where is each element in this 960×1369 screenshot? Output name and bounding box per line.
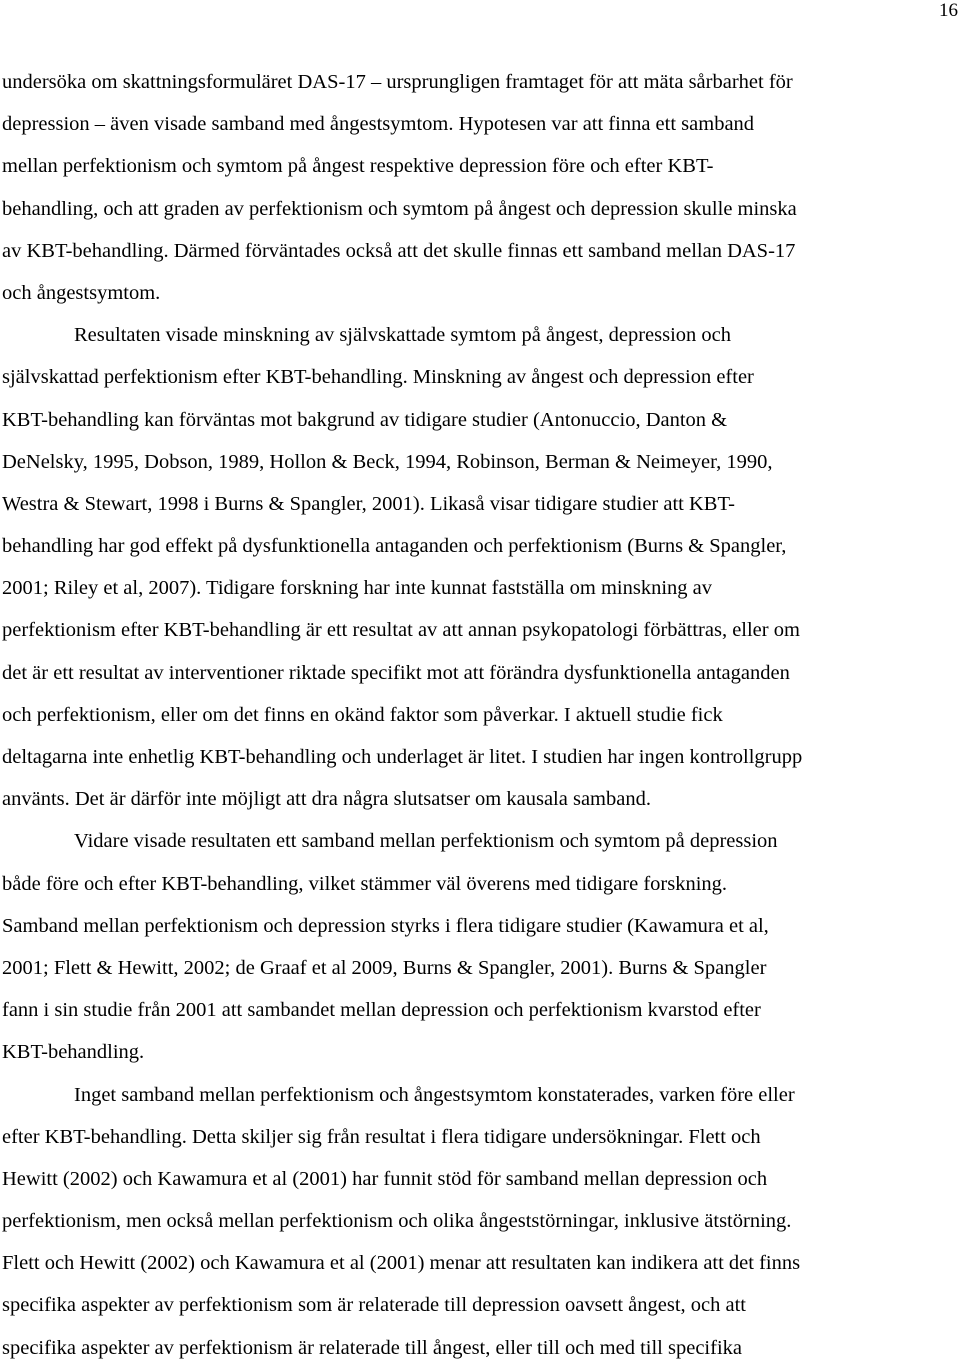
text-line: perfektionism, men också mellan perfektionism och olika ångeststörningar, inklusive ätstörning. [2,1210,792,1233]
text-line: det är ett resultat av interventioner riktade specifikt mot att förändra dysfunktionella antaganden [2,661,790,684]
text-line: och perfektionism, eller om det finns en okänd faktor som påverkar. I aktuell studie fick [2,703,723,726]
body-text [2,61,958,1369]
text-line: Inget samband mellan perfektionism och ångestsymtom konstaterades, varken före eller [74,1083,795,1106]
text-line: fann i sin studie från 2001 att sambandet mellan depression och perfektionism kvarstod efter [2,999,761,1022]
text-line: behandling, och att graden av perfektionism och symtom på ångest och depression skulle minska [2,197,797,220]
text-line: deltagarna inte enhetlig KBT-behandling och underlaget är litet. I studien har ingen kontrollgrupp [2,746,803,768]
text-line: specifika aspekter av perfektionism är relaterade till ångest, eller till och med till specifika [2,1336,742,1359]
text-line: både före och efter KBT-behandling, vilket stämmer väl överens med tidigare forskning. [2,872,728,895]
text-line: och ångestsymtom. [2,281,161,304]
text-line: Samband mellan perfektionism och depression styrks i flera tidigare studier (Kawamura et al, [2,914,769,937]
text-line: Resultaten visade minskning av självskattade symtom på ångest, depression och [74,324,732,347]
text-line: Vidare visade resultaten ett samband mellan perfektionism och symtom på depression [74,830,778,853]
text-line: av KBT-behandling. Därmed förväntades också att det skulle finnas ett samband mellan DAS-17 [2,239,796,262]
page-number: 16 [939,0,958,21]
text-line: Hewitt (2002) och Kawamura et al (2001) har funnit stöd för samband mellan depression och [2,1167,768,1190]
text-line: specifika aspekter av perfektionism som är relaterade till depression oavsett ångest, och att [2,1294,746,1317]
text-line: perfektionism efter KBT-behandling är ett resultat av att annan psykopatologi förbättras, eller om [2,619,800,642]
text-line: behandling har god effekt på dysfunktionella antaganden och perfektionism (Burns & Spangler, [2,535,787,558]
text-line: självskattad perfektionism efter KBT-behandling. Minskning av ångest och depression efter [2,366,754,389]
text-line: undersöka om skattningsformuläret DAS-17 – ursprungligen framtaget för att mäta sårbarhet för [2,71,793,93]
text-line: DeNelsky, 1995, Dobson, 1989, Hollon & Beck, 1994, Robinson, Berman & Neimeyer, 1990, [2,450,773,473]
text-line: 2001; Flett & Hewitt, 2002; de Graaf et al 2009, Burns & Spangler, 2001). Burns & Spangler [2,956,767,979]
text-line: KBT-behandling kan förväntas mot bakgrund av tidigare studier (Antonuccio, Danton & [2,408,728,431]
text-line: KBT-behandling. [2,1041,145,1064]
text-line: efter KBT-behandling. Detta skiljer sig från resultat i flera tidigare undersökningar. Flett och [2,1125,761,1148]
text-line: mellan perfektionism och symtom på ångest respektive depression före och efter KBT- [2,155,714,178]
text-line: Westra & Stewart, 1998 i Burns & Spangler, 2001). Likaså visar tidigare studier att KBT- [2,492,735,515]
text-line: Flett och Hewitt (2002) och Kawamura et al (2001) menar att resultaten kan indikera att det finns [2,1252,801,1275]
text-line: depression – även visade samband med ångestsymtom. Hypotesen var att finna ett samband [2,113,755,136]
text-line: använts. Det är därför inte möjligt att dra några slutsatser om kausala samband. [2,788,651,811]
text-line: 2001; Riley et al, 2007). Tidigare forskning har inte kunnat fastställa om minskning av [2,577,713,600]
